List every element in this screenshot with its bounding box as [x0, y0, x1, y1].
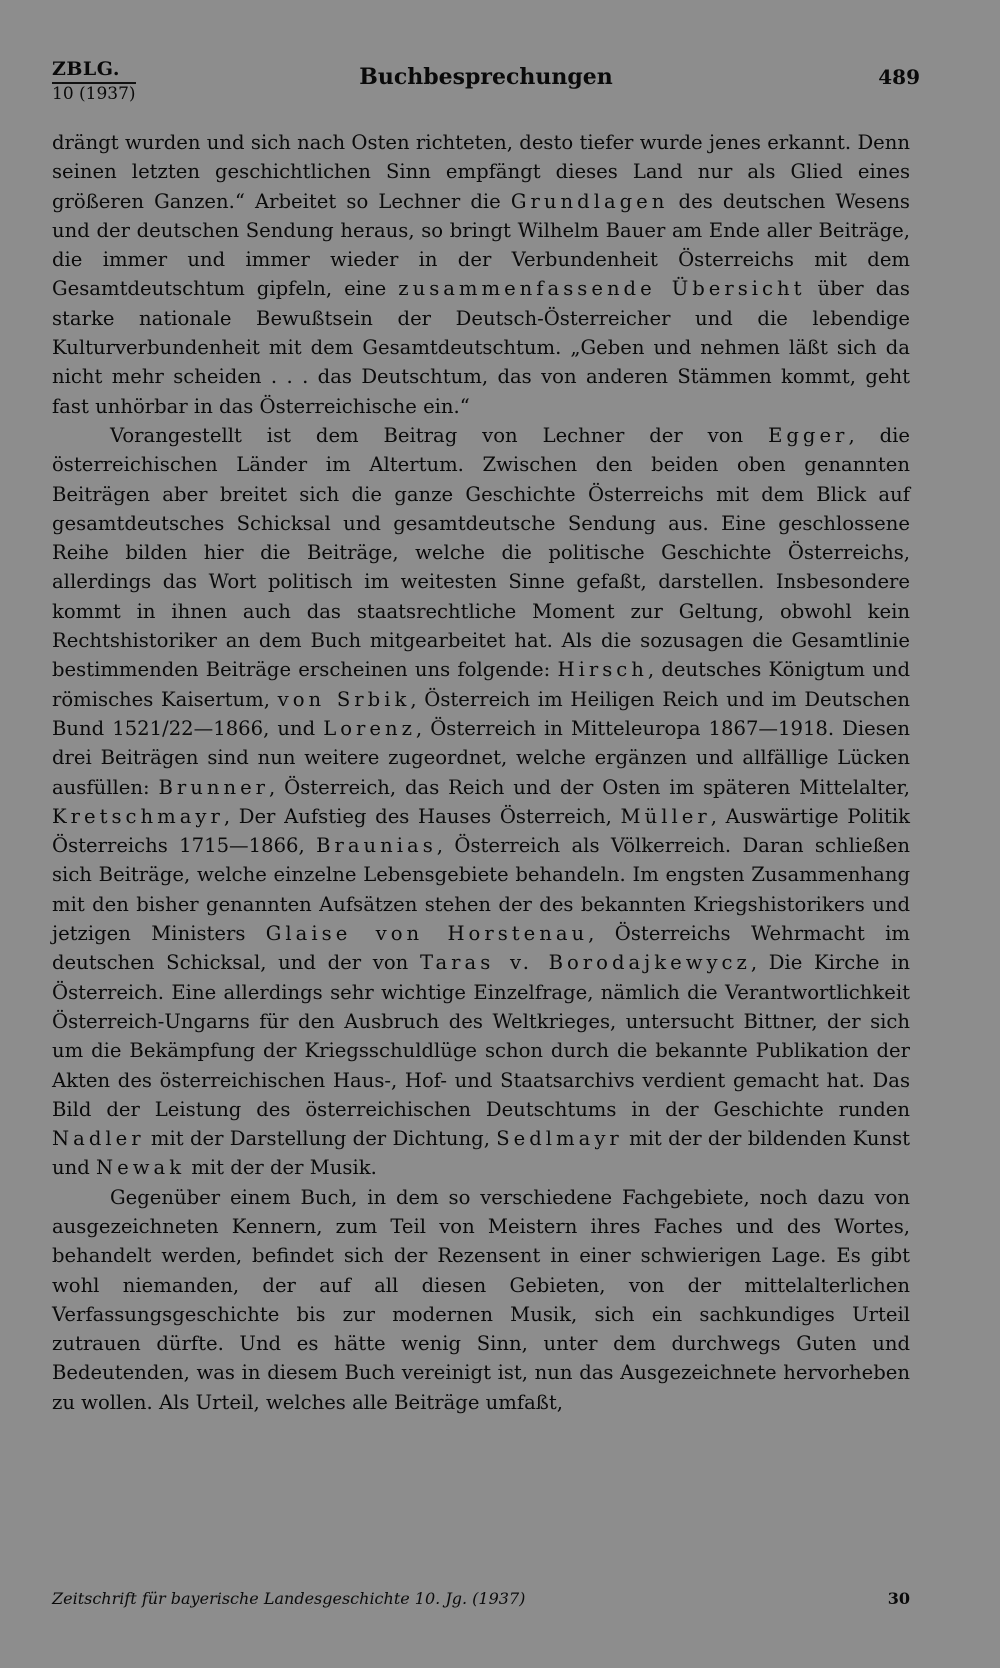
- text-run: , Österreich als Völkerreich. Daran schließen sich Beiträge, welche einzelne Lebensgebiete behandeln. Im engsten Zusammenhang mit den bisher genannten Aufsätzen stehen der des bekannten Kriegshistorikers und jetzigen Ministers: [52, 834, 910, 946]
- text-run: , Österreichs Wehrmacht im deutschen Schicksal, und der von: [52, 922, 910, 975]
- spaced-name: Kretschmayr: [52, 804, 224, 828]
- text-run: mit der der Musik.: [185, 1156, 377, 1180]
- text-run: Gegenüber einem Buch, in dem so verschiedene Fachgebiete, noch dazu von ausgezeichneten Kennern, zum Teil von Meistern ihres Faches und des Wortes, behandelt werden, befindet sich der Rezensent in einer schwierigen Lage. Es gibt wohl niemanden, der auf all diesen Gebieten, von der mittelalterlichen Verfassungsgeschichte bis zur modernen Musik, sich ein sachkundiges Urteil zutrauen dürfte. Und es hätte wenig Sinn, unter dem durchwegs Guten und Bedeutenden, was in diesem Buch vereinigt ist, nun das Ausgezeichnete hervorheben zu wollen. Als Urteil, welches alle Beiträge umfaßt,: [52, 1185, 910, 1414]
- text-run: mit der der bildenden Kunst und: [52, 1127, 910, 1180]
- spaced-name: Glaise von Horstenau: [265, 922, 589, 946]
- text-run: über das starke nationale Bewußtsein der Deutsch-Österreicher und die lebendige Kulturverbundenheit mit dem Gesamtdeutschtum. „Geben und nehmen läßt sich da nicht mehr scheiden . . . das Deutschtum, das von anderen Stämmen kommt, geht fast unhörbar in das Österreichische ein.“: [52, 277, 910, 418]
- text-run: Vorangestellt ist dem Beitrag von Lechner der von: [110, 423, 769, 447]
- journal-issue: 10 (1937): [52, 84, 136, 104]
- text-run: , die österreichischen Länder im Altertum. Zwischen den beiden oben genannten Beiträgen aber breitet sich die ganze Geschichte Österreichs mit dem Blick auf gesamtdeutsches Schicksal und gesamtdeutsche Sendung aus. Eine geschlossene Reihe bilden hier die Beiträge, welche die politische Geschichte Österreichs, allerdings das Wort politisch im weitesten Sinne gefaßt, darstellen. Insbesondere kommt in ihnen auch das staatsrechtliche Moment zur Geltung, obwohl kein Rechtshistoriker an dem Buch mitgearbeitet hat. Als die sozusagen die Gesamtlinie bestimmenden Beiträge erscheinen uns folgende:: [52, 423, 910, 682]
- running-head: Buchbesprechungen: [359, 64, 613, 90]
- spaced-name: Egger: [768, 423, 849, 447]
- text-run: , Österreich im Heiligen Reich und im Deutschen Bund 1521/22—1866, und: [52, 687, 911, 740]
- paragraph: [52, 128, 910, 421]
- text-run: drängt wurden und sich nach Osten richteten, desto tiefer wurde jenes erkannt. Denn seinen letzten geschichtlichen Sinn empfängt dieses Land nur als Glied eines größeren Ganzen.“ Arbeitet so Lechner die: [52, 131, 910, 213]
- spaced-name: Nadler: [52, 1127, 145, 1151]
- text-run: , deutsches Königtum und römisches Kaisertum,: [52, 658, 910, 711]
- spaced-name: Grundlagen: [510, 189, 669, 213]
- text-run: des deutschen Wesens und der deutschen Sendung heraus, so bringt Wilhelm Bauer am Ende aller Beiträge, die immer und immer wieder in der Verbundenheit Österreichs mit dem Gesamtdeutschtum gipfeln, eine: [52, 189, 910, 301]
- spaced-name: Newak: [96, 1156, 186, 1180]
- spaced-name: von Srbik: [277, 687, 411, 711]
- spaced-name: Braunias: [316, 834, 437, 858]
- spaced-name: Sedlmayr: [496, 1127, 623, 1151]
- spaced-name: Müller: [620, 804, 711, 828]
- page-number: 489: [878, 65, 920, 89]
- text-run: , Österreich in Mitteleuropa 1867—1918. Diesen drei Beiträgen sind nun weitere zugeordnet, welche ergänzen und allfällige Lücken ausfüllen:: [52, 716, 910, 799]
- spaced-name: Hirsch: [557, 658, 648, 682]
- page-header: [52, 58, 920, 108]
- spaced-name: Taras v. Borodajkewycz: [419, 951, 751, 975]
- text-run: , Österreich, das Reich und der Osten im späteren Mittelalter,: [269, 775, 910, 799]
- paragraph: [52, 421, 910, 1183]
- text-run: , Der Aufstieg des Hauses Österreich,: [223, 804, 621, 828]
- text-run: mit der Darstellung der Dichtung,: [144, 1127, 497, 1151]
- journal-abbreviation: ZBLG.: [52, 58, 120, 80]
- body-text: [52, 128, 910, 1417]
- footer-sheet-number: 30: [887, 1589, 910, 1608]
- page-footer: [52, 1584, 910, 1614]
- spaced-name: Brunner: [158, 775, 270, 799]
- footer-journal-title: Zeitschrift für bayerische Landesgeschichte 10. Jg. (1937): [52, 1589, 526, 1608]
- spaced-name: Lorenz: [323, 716, 416, 740]
- text-run: , Auswärtige Politik Österreichs 1715—1866,: [52, 804, 911, 858]
- paragraph: [52, 1183, 910, 1417]
- spaced-name: zusammenfassende Übersicht: [398, 277, 806, 301]
- text-run: , Die Kirche in Österreich. Eine allerdings sehr wichtige Einzelfrage, nämlich die Verantwortlichkeit Österreich-Ungarns für den Ausbruch des Weltkrieges, untersucht Bittner, der sich um die Bekämpfung der Kriegsschuldlüge schon durch die bekannte Publikation der Akten des österreichischen Haus-, Hof- und Staatsarchivs verdient gemacht hat. Das Bild der Leistung des österreichischen Deutschtums in der Geschichte runden: [52, 951, 910, 1121]
